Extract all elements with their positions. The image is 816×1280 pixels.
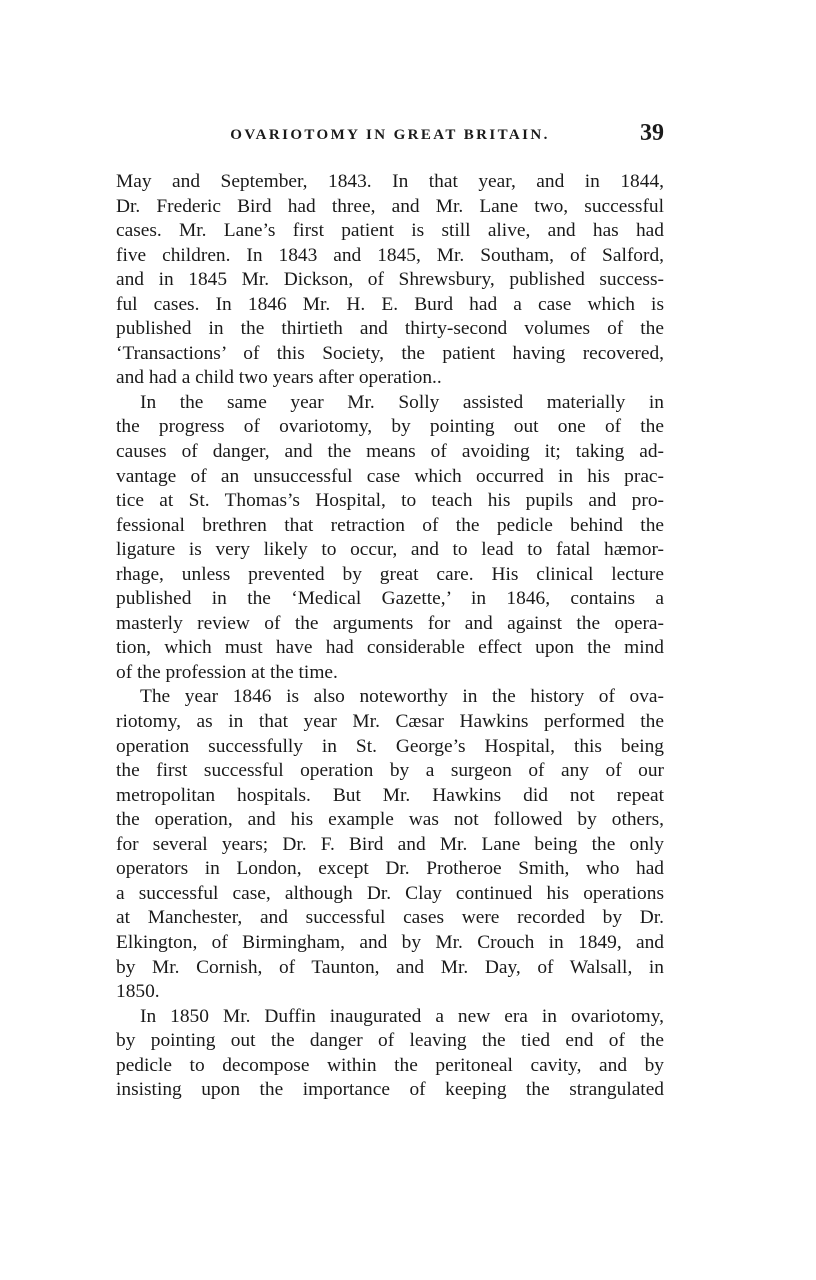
text-line: pedicle to decompose within the peritoneal cavity, and by: [116, 1054, 664, 1076]
text-line: tion, which must have had considerable effect upon the mind: [116, 637, 664, 659]
text-line: rhage, unless prevented by great care. His clinical lecture: [116, 563, 664, 585]
text-line: a successful case, although Dr. Clay continued his operations: [116, 882, 664, 904]
text-line: the progress of ovariotomy, by pointing out one of the: [116, 416, 664, 438]
text-line: In the same year Mr. Solly assisted materially in: [140, 391, 664, 413]
text-line: riotomy, as in that year Mr. Cæsar Hawkins performed the: [116, 711, 664, 733]
running-title: OVARIOTOMY IN GREAT BRITAIN.: [230, 127, 550, 143]
text-line: ful cases. In 1846 Mr. H. E. Burd had a case which is: [116, 293, 664, 315]
text-line: by Mr. Cornish, of Taunton, and Mr. Day, of Walsall, in: [116, 956, 664, 978]
text-line: published in the ‘Medical Gazette,’ in 1846, contains a: [116, 588, 664, 610]
body-text: [116, 170, 664, 1103]
text-line: The year 1846 is also noteworthy in the history of ova-: [140, 686, 664, 708]
text-line: at Manchester, and successful cases were recorded by Dr.: [116, 907, 664, 929]
text-line: and had a child two years after operation..: [116, 367, 442, 389]
text-line: May and September, 1843. In that year, and in 1844,: [116, 171, 664, 192]
text-line: causes of danger, and the means of avoiding it; taking ad-: [116, 441, 664, 463]
text-line: published in the thirtieth and thirty-second volumes of the: [116, 318, 664, 340]
running-head: [116, 120, 664, 152]
text-line: insisting upon the importance of keeping the strangulated: [116, 1079, 664, 1101]
paragraph-2: [116, 391, 664, 686]
text-line: ligature is very likely to occur, and to lead to fatal hæmor-: [116, 539, 664, 561]
text-line: for several years; Dr. F. Bird and Mr. Lane being the only: [116, 833, 664, 855]
text-line: Elkington, of Birmingham, and by Mr. Crouch in 1849, and: [116, 931, 664, 953]
text-line: Dr. Frederic Bird had three, and Mr. Lane two, successful: [116, 195, 664, 217]
page-number: 39: [640, 120, 664, 146]
text-line: by pointing out the danger of leaving the tied end of the: [116, 1030, 664, 1052]
text-line: masterly review of the arguments for and against the opera-: [116, 612, 664, 634]
text-line: of the profession at the time.: [116, 661, 338, 683]
text-line: vantage of an unsuccessful case which occurred in his prac-: [116, 465, 664, 487]
text-line: fessional brethren that retraction of the pedicle behind the: [116, 514, 664, 536]
text-line: operation successfully in St. George’s Hospital, this being: [116, 735, 664, 757]
text-line: 1850.: [116, 981, 160, 1003]
paragraph-4: [116, 1005, 664, 1103]
text-line: In 1850 Mr. Duffin inaugurated a new era in ovariotomy,: [140, 1005, 664, 1027]
text-line: the first successful operation by a surgeon of any of our: [116, 760, 664, 782]
text-line: and in 1845 Mr. Dickson, of Shrewsbury, published success-: [116, 269, 664, 291]
text-line: the operation, and his example was not followed by others,: [116, 809, 664, 831]
paragraph-3: [116, 685, 664, 1004]
text-line: tice at St. Thomas’s Hospital, to teach his pupils and pro-: [116, 490, 664, 512]
text-line: metropolitan hospitals. But Mr. Hawkins did not repeat: [116, 784, 664, 806]
text-line: cases. Mr. Lane’s first patient is still alive, and has had: [116, 220, 664, 242]
text-line: operators in London, except Dr. Protheroe Smith, who had: [116, 858, 664, 880]
text-line: ‘Transactions’ of this Society, the patient having recovered,: [116, 342, 664, 364]
paragraph-1: [116, 170, 664, 391]
text-line: five children. In 1843 and 1845, Mr. Southam, of Salford,: [116, 244, 664, 266]
